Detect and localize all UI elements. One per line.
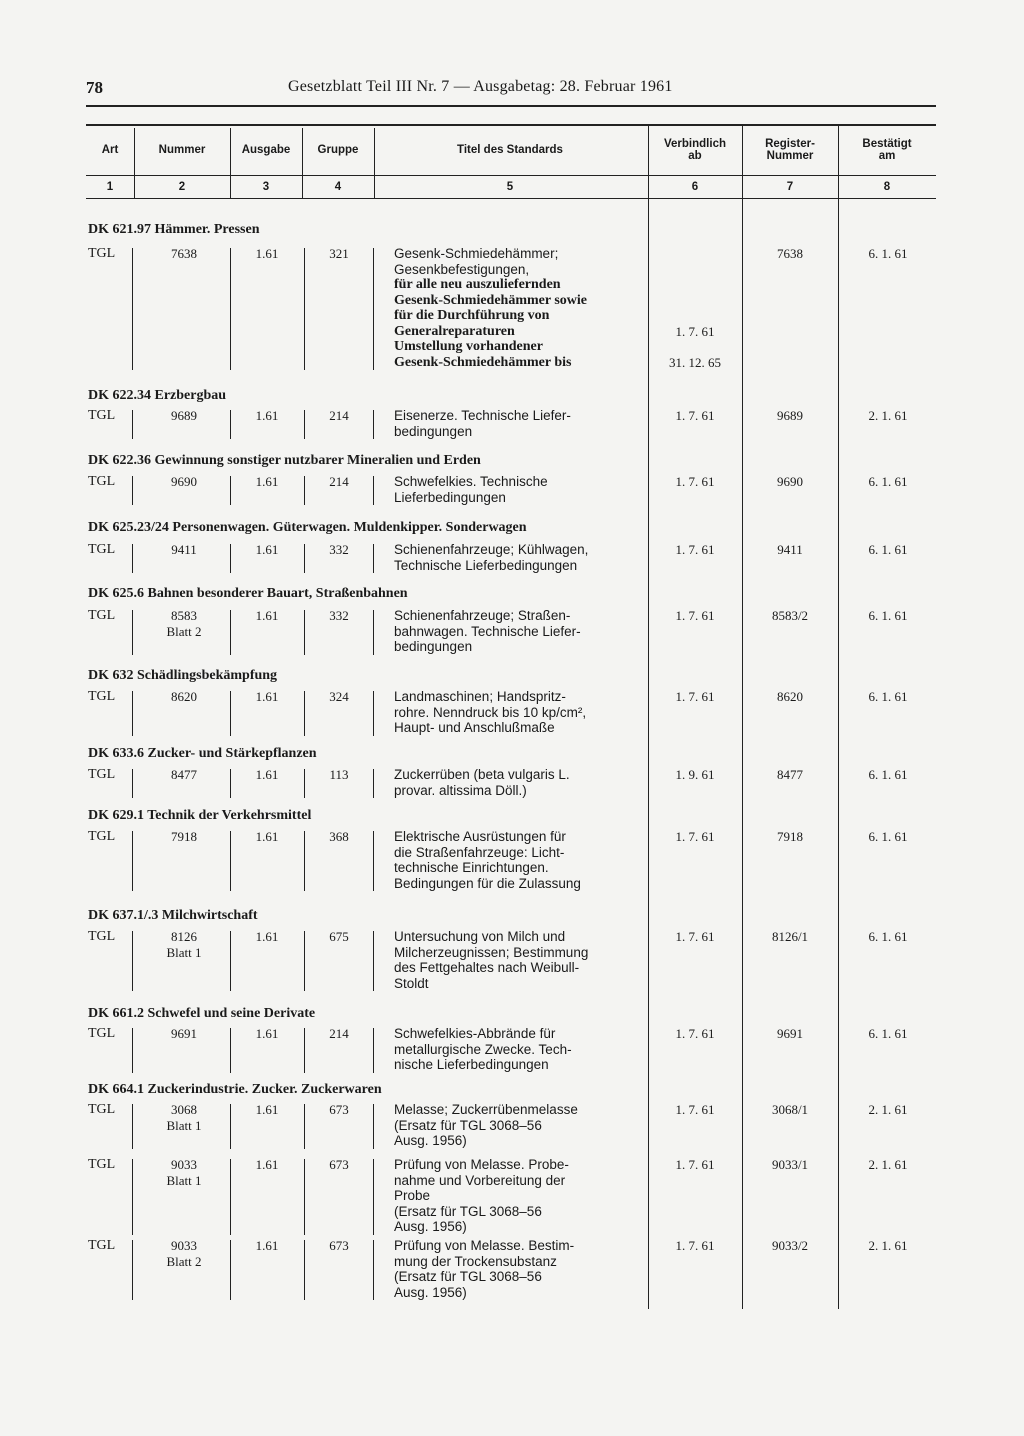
section-heading: DK 622.36 Gewinnung sonstiger nutzbarer Mineralien und Erden (88, 453, 481, 468)
nummer-value: 8583 (171, 608, 197, 623)
row-separator (132, 1240, 133, 1300)
table-row (0, 1238, 1024, 1304)
table-row (0, 1102, 1024, 1153)
titel-line: Probe (394, 1188, 431, 1203)
nummer-blatt: Blatt 1 (166, 1173, 202, 1188)
nummer-value: 7918 (171, 829, 197, 844)
cell-bestaetigt: 6. 1. 61 (868, 929, 908, 944)
cell-bestaetigt: 2. 1. 61 (868, 1102, 908, 1117)
row-separator (132, 248, 133, 370)
cell-ausgabe: 1.61 (255, 474, 279, 489)
titel-line: Untersuchung von Milch und (394, 929, 566, 944)
row-separator (132, 610, 133, 655)
cell-nummer (140, 542, 228, 558)
cell-ausgabe: 1.61 (255, 767, 279, 782)
cell-register: 8477 (777, 767, 803, 782)
cell-register: 8126/1 (771, 929, 809, 944)
cell-nummer (140, 408, 228, 424)
section-heading: DK 625.23/24 Personenwagen. Güterwagen. Muldenkipper. Sonderwagen (88, 520, 527, 535)
col-number-2: 2 (178, 181, 186, 193)
cell-ausgabe: 1.61 (255, 1026, 279, 1041)
row-separator (373, 769, 374, 798)
col-number-7: 7 (786, 181, 794, 193)
titel-line: (Ersatz für TGL 3068–56 (394, 1117, 542, 1133)
row-separator (230, 544, 231, 573)
cell-ausgabe: 1.61 (255, 1238, 279, 1253)
titel-line: Ausg. 1956) (394, 1284, 467, 1300)
row-separator (304, 931, 305, 991)
row-separator (230, 769, 231, 798)
row-separator (304, 1104, 305, 1149)
cell-register: 3068/1 (771, 1102, 809, 1117)
page-header (86, 78, 936, 104)
cell-register: 9690 (777, 474, 803, 489)
titel-line: nahme und Vorbereitung der (394, 1172, 566, 1188)
col-header-nummer: Nummer (158, 143, 206, 156)
cell-ausgabe: 1.61 (255, 1157, 279, 1172)
section-heading: DK 637.1/.3 Milchwirtschaft (88, 908, 258, 923)
titel-line: bedingungen (394, 423, 473, 439)
row-separator (230, 931, 231, 991)
titel-line: des Fettgehaltes nach Weibull- (394, 960, 580, 975)
cell-verbindlich: 1. 7. 61 (675, 689, 715, 704)
cell-register: 7638 (777, 246, 803, 261)
titel-line-bold: Generalreparaturen (394, 323, 515, 339)
cell-verbindlich: 31. 12. 65 (669, 354, 721, 370)
row-separator (132, 1104, 133, 1149)
section-heading: DK 629.1 Technik der Verkehrsmittel (88, 808, 312, 823)
row-separator (230, 1028, 231, 1073)
cell-verbindlich: 1. 9. 61 (675, 767, 715, 782)
section-heading: DK 661.2 Schwefel und seine Derivate (88, 1006, 316, 1021)
titel-line: Stoldt (394, 975, 429, 991)
nummer-value: 9691 (171, 1026, 197, 1041)
row-separator (373, 476, 374, 505)
cell-art: TGL (88, 408, 116, 423)
table-row (0, 689, 1024, 740)
cell-bestaetigt: 2. 1. 61 (868, 1157, 908, 1172)
cell-register: 8620 (777, 689, 803, 704)
cell-verbindlich: 1. 7. 61 (675, 542, 715, 557)
section-heading: DK 622.34 Erzbergbau (88, 388, 227, 403)
cell-nummer (140, 474, 228, 490)
cell-verbindlich: 1. 7. 61 (675, 474, 715, 489)
col-header-titel: Titel des Standards (457, 143, 563, 156)
row-separator (230, 410, 231, 439)
row-separator (373, 931, 374, 991)
cell-verbindlich: 1. 7. 61 (675, 408, 715, 423)
nummer-value: 9411 (171, 542, 197, 557)
nummer-value: 3068 (171, 1102, 197, 1117)
table-header (86, 124, 936, 199)
cell-verbindlich: 1. 7. 61 (675, 929, 715, 944)
cell-nummer (140, 1157, 228, 1189)
cell-nummer (140, 767, 228, 783)
table-row (0, 542, 1024, 577)
row-separator (373, 610, 374, 655)
row-separator (304, 476, 305, 505)
nummer-value: 8477 (171, 767, 197, 782)
titel-line: Eisenerze. Technische Liefer- (394, 408, 571, 423)
cell-verbindlich: 1. 7. 61 (675, 1157, 715, 1172)
row-separator (132, 410, 133, 439)
col-number-8: 8 (883, 181, 891, 193)
nummer-value: 9033 (171, 1157, 197, 1172)
titel-line: Lieferbedingungen (394, 489, 506, 505)
cell-ausgabe: 1.61 (255, 1102, 279, 1117)
cell-gruppe: 214 (329, 1026, 349, 1041)
cell-register: 7918 (777, 829, 803, 844)
cell-gruppe: 368 (329, 829, 349, 844)
cell-titel (394, 474, 639, 505)
cell-gruppe: 675 (329, 929, 349, 944)
table-row (0, 408, 1024, 443)
cell-bestaetigt: 6. 1. 61 (868, 1026, 908, 1041)
titel-line: nische Lieferbedingungen (394, 1057, 549, 1072)
col-header-ausgabe: Ausgabe (241, 143, 291, 156)
table-row (0, 474, 1024, 509)
titel-line: Technische Lieferbedingungen (394, 557, 578, 573)
cell-titel (394, 767, 639, 798)
cell-bestaetigt: 6. 1. 61 (868, 767, 908, 782)
cell-ausgabe: 1.61 (255, 689, 279, 704)
cell-gruppe: 673 (329, 1157, 349, 1172)
nummer-blatt: Blatt 1 (166, 945, 202, 960)
table-row (0, 767, 1024, 802)
titel-line: Zuckerrüben (beta vulgaris L. (394, 767, 570, 782)
titel-line-bold: für alle neu auszuliefernden (394, 277, 561, 292)
nummer-value: 9033 (171, 1238, 197, 1253)
cell-gruppe: 332 (329, 608, 349, 623)
cell-bestaetigt: 6. 1. 61 (868, 542, 908, 557)
nummer-blatt: Blatt 2 (166, 624, 202, 639)
cell-art: TGL (88, 246, 116, 261)
cell-verbindlich: 1. 7. 61 (675, 608, 715, 623)
row-separator (373, 831, 374, 891)
col-header-gruppe: Gruppe (317, 143, 359, 156)
titel-line: Schienenfahrzeuge; Kühlwagen, (394, 542, 589, 557)
row-separator (132, 931, 133, 991)
titel-line-bold: Gesenk-Schmiedehämmer sowie (394, 292, 587, 308)
col-header-verbindlich: Verbindlich ab (664, 137, 726, 162)
table-row (0, 608, 1024, 659)
nummer-value: 8620 (171, 689, 197, 704)
cell-art: TGL (88, 1026, 116, 1041)
row-separator (304, 1159, 305, 1235)
table-row (0, 929, 1024, 995)
titel-line: die Straßenfahrzeuge: Licht- (394, 844, 565, 860)
row-separator (230, 1240, 231, 1300)
titel-line: technische Einrichtungen. (394, 860, 549, 875)
cell-bestaetigt: 6. 1. 61 (868, 689, 908, 704)
cell-nummer (140, 929, 228, 961)
nummer-value: 9690 (171, 474, 197, 489)
titel-line: Gesenk-Schmiedehämmer; (394, 246, 559, 261)
titel-line: Ausg. 1956) (394, 1133, 467, 1148)
row-separator (373, 1240, 374, 1300)
table-row (0, 1157, 1024, 1239)
titel-line: Prüfung von Melasse. Bestim- (394, 1238, 575, 1253)
cell-titel (394, 542, 639, 573)
cell-register: 9033/1 (771, 1157, 809, 1172)
row-separator (304, 410, 305, 439)
row-separator (132, 544, 133, 573)
row-separator (132, 831, 133, 891)
titel-line: metallurgische Zwecke. Tech- (394, 1041, 572, 1057)
cell-nummer (140, 1102, 228, 1134)
cell-gruppe: 214 (329, 474, 349, 489)
titel-line: mung der Trockensubstanz (394, 1253, 557, 1269)
cell-ausgabe: 1.61 (255, 929, 279, 944)
cell-nummer (140, 1026, 228, 1042)
row-separator (304, 610, 305, 655)
titel-line: Elektrische Ausrüstungen für (394, 829, 566, 844)
titel-line: (Ersatz für TGL 3068–56 (394, 1203, 542, 1219)
cell-verbindlich: 1. 7. 61 (675, 829, 715, 844)
nummer-blatt: Blatt 1 (166, 1118, 202, 1133)
cell-titel (394, 689, 639, 736)
titel-line: Landmaschinen; Handspritz- (394, 689, 566, 704)
cell-titel (394, 1238, 639, 1300)
cell-art: TGL (88, 1102, 116, 1117)
row-separator (304, 831, 305, 891)
row-separator (304, 769, 305, 798)
row-separator (304, 1240, 305, 1300)
cell-nummer (140, 608, 228, 640)
cell-verbindlich: 1. 7. 61 (675, 1238, 715, 1253)
col-number-6: 6 (691, 181, 699, 193)
cell-register: 9689 (777, 408, 803, 423)
col-number-3: 3 (262, 181, 270, 193)
cell-ausgabe: 1.61 (255, 608, 279, 623)
nummer-value: 9689 (171, 408, 197, 423)
section-heading: DK 621.97 Hämmer. Pressen (88, 222, 260, 237)
cell-titel (394, 829, 639, 891)
nummer-blatt: Blatt 2 (166, 1254, 202, 1269)
cell-bestaetigt: 2. 1. 61 (868, 1238, 908, 1253)
cell-bestaetigt: 2. 1. 61 (868, 408, 908, 423)
row-separator (373, 1028, 374, 1073)
row-separator (132, 691, 133, 736)
cell-gruppe: 673 (329, 1238, 349, 1253)
page-number: 78 (86, 78, 103, 97)
titel-line: Schwefelkies. Technische (394, 474, 548, 489)
cell-titel (394, 929, 639, 991)
row-separator (304, 544, 305, 573)
row-separator (230, 248, 231, 370)
cell-titel (394, 1102, 639, 1149)
cell-art: TGL (88, 474, 116, 489)
cell-gruppe: 673 (329, 1102, 349, 1117)
row-separator (230, 691, 231, 736)
cell-ausgabe: 1.61 (255, 542, 279, 557)
titel-line: Schienenfahrzeuge; Straßen- (394, 608, 571, 623)
titel-line-bold: für die Durchführung von (394, 308, 550, 323)
cell-nummer (140, 829, 228, 845)
cell-bestaetigt: 6. 1. 61 (868, 829, 908, 844)
titel-line: Melasse; Zuckerrübenmelasse (394, 1102, 578, 1117)
titel-line: Bedingungen für die Zulassung (394, 875, 581, 891)
cell-bestaetigt: 6. 1. 61 (868, 474, 908, 489)
nummer-value: 7638 (171, 246, 197, 261)
row-separator (230, 831, 231, 891)
titel-line: bedingungen (394, 639, 473, 654)
col-number-5: 5 (506, 181, 514, 193)
cell-register: 9691 (777, 1026, 803, 1041)
cell-art: TGL (88, 1157, 116, 1172)
row-separator (230, 610, 231, 655)
row-separator (230, 1159, 231, 1235)
table-row (0, 246, 1024, 374)
cell-titel (394, 608, 639, 655)
section-heading: DK 633.6 Zucker- und Stärkepflanzen (88, 746, 317, 761)
cell-nummer (140, 246, 228, 262)
cell-art: TGL (88, 542, 116, 557)
section-heading: DK 625.6 Bahnen besonderer Bauart, Straßenbahnen (88, 586, 408, 601)
titel-line: Milcherzeugnissen; Bestimmung (394, 944, 589, 960)
row-separator (373, 1159, 374, 1235)
titel-line: Gesenkbefestigungen, (394, 261, 530, 277)
col-number-1: 1 (106, 181, 114, 193)
section-heading: DK 664.1 Zuckerindustrie. Zucker. Zuckerwaren (88, 1082, 382, 1097)
cell-nummer (140, 689, 228, 705)
cell-ausgabe: 1.61 (255, 408, 279, 423)
cell-nummer (140, 1238, 228, 1270)
cell-verbindlich: 1. 7. 61 (675, 323, 715, 339)
table-row (0, 1026, 1024, 1077)
nummer-value: 8126 (171, 929, 197, 944)
cell-art: TGL (88, 929, 116, 944)
row-separator (304, 248, 305, 370)
titel-line: rohre. Nenndruck bis 10 kp/cm², (394, 704, 587, 720)
titel-line: (Ersatz für TGL 3068–56 (394, 1269, 542, 1284)
row-separator (230, 1104, 231, 1149)
row-separator (230, 476, 231, 505)
cell-register: 8583/2 (771, 608, 809, 623)
col-header-register: Register-Nummer (765, 137, 815, 162)
cell-art: TGL (88, 608, 116, 623)
cell-titel (394, 1026, 639, 1073)
cell-register: 9411 (777, 542, 803, 557)
cell-gruppe: 321 (329, 246, 349, 261)
header-rule (86, 105, 936, 107)
cell-gruppe: 332 (329, 542, 349, 557)
row-separator (373, 544, 374, 573)
cell-ausgabe: 1.61 (255, 829, 279, 844)
titel-line-bold: Umstellung vorhandener (394, 339, 543, 354)
row-separator (373, 691, 374, 736)
col-number-4: 4 (334, 181, 342, 193)
cell-ausgabe: 1.61 (255, 246, 279, 261)
col-header-bestaetigt: Bestätigt am (862, 137, 912, 162)
cell-art: TGL (88, 689, 116, 704)
cell-bestaetigt: 6. 1. 61 (868, 246, 908, 261)
row-separator (132, 476, 133, 505)
cell-art: TGL (88, 1238, 116, 1253)
titel-line: Prüfung von Melasse. Probe- (394, 1157, 569, 1172)
titel-line: Schwefelkies-Abbrände für (394, 1026, 556, 1041)
titel-line: Ausg. 1956) (394, 1219, 467, 1234)
cell-register: 9033/2 (771, 1238, 809, 1253)
cell-titel (394, 246, 639, 370)
col-header-art: Art (101, 143, 119, 156)
row-separator (132, 1159, 133, 1235)
row-separator (373, 410, 374, 439)
page-header-title: Gesetzblatt Teil III Nr. 7 — Ausgabetag: 28. Februar 1961 (288, 78, 673, 95)
row-separator (132, 1028, 133, 1073)
row-separator (304, 691, 305, 736)
section-heading: DK 632 Schädlingsbekämpfung (88, 668, 278, 683)
row-separator (373, 1104, 374, 1149)
cell-verbindlich: 1. 7. 61 (675, 1026, 715, 1041)
cell-art: TGL (88, 767, 116, 782)
row-separator (304, 1028, 305, 1073)
titel-line-bold: Gesenk-Schmiedehämmer bis (394, 354, 572, 370)
cell-titel (394, 1157, 639, 1235)
cell-bestaetigt: 6. 1. 61 (868, 608, 908, 623)
titel-line: provar. altissima Döll.) (394, 782, 527, 798)
cell-gruppe: 113 (329, 767, 349, 782)
cell-art: TGL (88, 829, 116, 844)
cell-gruppe: 324 (329, 689, 349, 704)
row-separator (373, 248, 374, 370)
cell-titel (394, 408, 639, 439)
table-row (0, 829, 1024, 895)
cell-gruppe: 214 (329, 408, 349, 423)
titel-line: bahnwagen. Technische Liefer- (394, 623, 581, 639)
titel-line: Haupt- und Anschlußmaße (394, 720, 555, 735)
row-separator (132, 769, 133, 798)
cell-verbindlich: 1. 7. 61 (675, 1102, 715, 1117)
